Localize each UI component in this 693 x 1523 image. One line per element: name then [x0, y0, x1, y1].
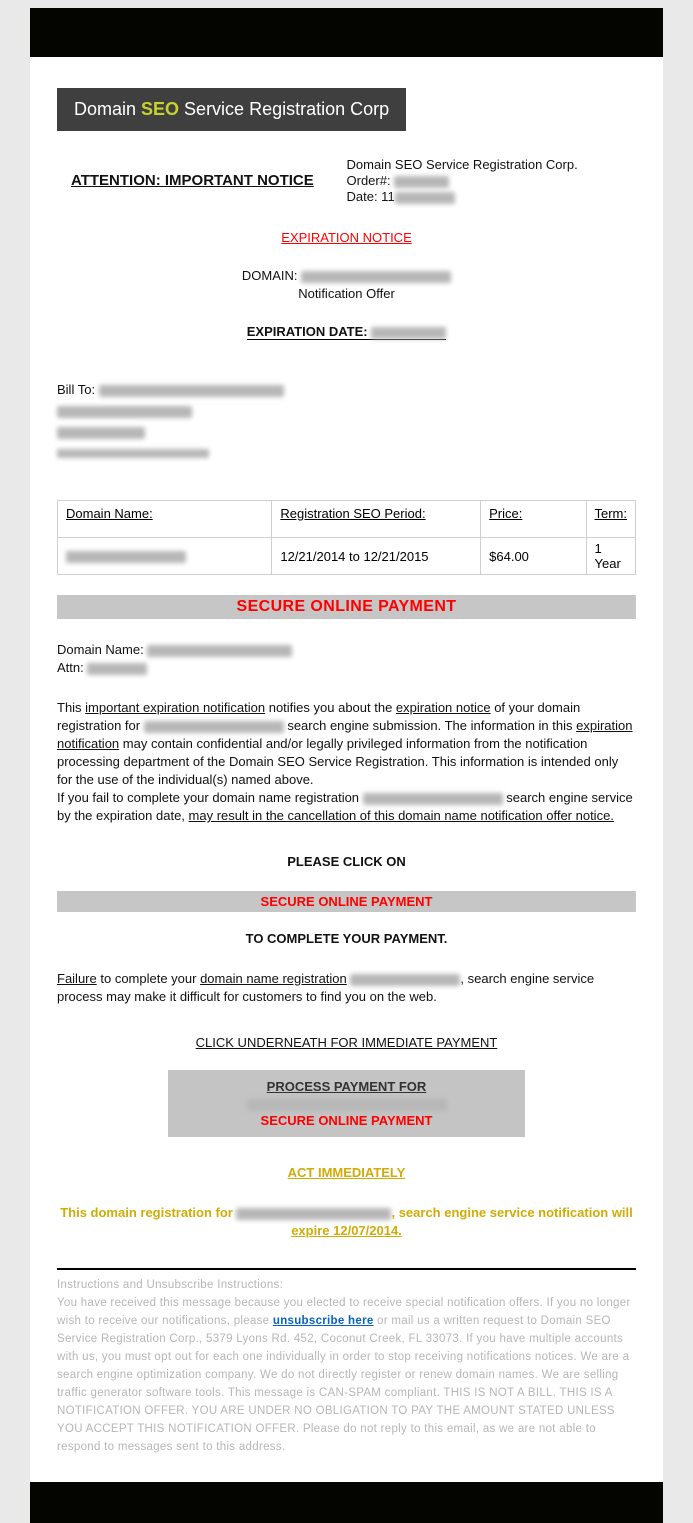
- col-header-period: [272, 501, 481, 538]
- notification-offer-label: Notification Offer: [298, 286, 395, 301]
- domain-line: [57, 267, 636, 303]
- fine-print: [57, 1276, 636, 1456]
- address-line: [57, 444, 636, 462]
- offer-table: [57, 500, 636, 575]
- redacted-text: [57, 449, 209, 458]
- underlined-text: expiration notification: [57, 718, 633, 751]
- order-label: Order#:: [346, 173, 391, 188]
- process-payment-domain: [172, 1095, 521, 1112]
- order-info-column: [347, 157, 637, 205]
- redacted-text: [394, 176, 449, 188]
- cell-period: 12/21/2014 to 12/21/2015: [272, 538, 481, 575]
- text-segment: or mail us a written request to Domain SEO Service Registration Corp., 5379 Lyons Rd. 452, Coconut Creek, FL 33073. If you have multiple accounts with us, you must opt out for each one individually in order to stop receiving notifications notices. We are a search engine optimization company. We do not directly register or renew domain names. We are selling traffic generator software tools. This message is CAN-SPAM compliant. THIS IS NOT A BILL. THIS IS A NOTIFICATION OFFER. YOU ARE UNDER NO OBLIGATION TO PAY THE AMOUNT STATED UNLESS YOU ACCEPT THIS NOTIFICATION OFFER. Please do not reply to this email, as we are not able to respond to messages sent to this address.: [57, 1315, 630, 1453]
- redacted-text: [395, 192, 455, 204]
- email-page: [30, 8, 663, 1523]
- text-segment: notifies you about the: [265, 700, 396, 715]
- domain-name-line: [57, 641, 636, 659]
- main-paragraph: [57, 699, 636, 825]
- redacted-text: [301, 271, 451, 283]
- bottom-black-bar: [30, 1482, 663, 1523]
- redacted-text: [57, 406, 192, 418]
- process-payment-label: PROCESS PAYMENT FOR: [266, 1079, 427, 1094]
- click-underneath-link[interactable]: CLICK UNDERNEATH FOR IMMEDIATE PAYMENT: [195, 1035, 498, 1050]
- redacted-text: [236, 1208, 391, 1220]
- redacted-text: [99, 385, 284, 397]
- col-header-term: [586, 501, 636, 538]
- underlined-text: expire 12/07/2014.: [291, 1223, 402, 1238]
- redacted-text: [371, 327, 446, 339]
- col-header-price: [481, 501, 586, 538]
- redacted-text: [57, 427, 145, 439]
- bill-to-line: [57, 381, 636, 399]
- cell-domain: [58, 538, 272, 575]
- text-segment: This: [57, 700, 86, 715]
- company-name: Domain SEO Service Registration Corp.: [346, 157, 578, 172]
- offer-table-header-row: [58, 501, 636, 538]
- text-segment: search engine submission. The information in this: [283, 718, 577, 733]
- notice-header-row: [57, 157, 636, 205]
- text-segment: search engine service by the expiration date,: [57, 790, 633, 823]
- expiration-date-label: EXPIRATION DATE:: [246, 324, 368, 339]
- underlined-text: domain name registration: [200, 971, 347, 986]
- brand-part1: Domain: [74, 99, 142, 119]
- text-segment: , search engine service process may make it difficult for customers to find you on the web.: [57, 971, 595, 1004]
- top-black-bar: [30, 8, 663, 57]
- attn-line: [57, 659, 636, 677]
- process-payment-box[interactable]: [168, 1070, 525, 1137]
- redacted-text: [147, 645, 292, 657]
- redacted-text: [350, 974, 460, 986]
- redacted-text: [66, 551, 186, 563]
- text-segment: to complete your: [96, 971, 201, 986]
- underlined-text: expiration notice: [395, 700, 491, 715]
- instructions-title: Instructions and Unsubscribe Instructions:: [57, 1279, 284, 1291]
- act-immediately-link[interactable]: ACT IMMEDIATELY: [287, 1165, 406, 1180]
- domain-name-label: Domain Name:: [57, 642, 144, 657]
- bill-to-label: Bill To:: [57, 382, 96, 397]
- brand-part3: Service Registration Corp: [179, 99, 390, 119]
- secure-payment-banner-1[interactable]: SECURE ONLINE PAYMENT: [57, 595, 636, 619]
- text-segment: may contain confidential and/or legally privileged information from the notification processing department of the Domain SEO Service Registration. This information is intended only for the use of the individual(s) named above.: [57, 736, 619, 787]
- email-body: [30, 57, 663, 1482]
- text-segment: of your domain registration for: [57, 700, 581, 733]
- redacted-text: [247, 1099, 447, 1111]
- redacted-text: [87, 663, 147, 675]
- unsubscribe-link[interactable]: unsubscribe here: [272, 1315, 374, 1327]
- bill-to-block: [57, 381, 636, 462]
- unsubscribe-paragraph: [57, 1294, 636, 1456]
- redacted-text: [144, 721, 284, 733]
- redacted-text: [363, 793, 503, 805]
- text-segment: You have received this message because you elected to receive special notification offers. If you no longer wish to receive our notifications, please: [57, 1297, 631, 1327]
- text-segment: , search engine service notification will: [391, 1205, 633, 1220]
- col-header-period-label: Registration SEO Period:: [280, 506, 426, 521]
- text-segment: This domain registration for: [60, 1205, 237, 1220]
- col-header-domain: [58, 501, 272, 538]
- expiry-warning: [57, 1204, 636, 1240]
- underlined-text: may result in the cancellation of this domain name notification offer notice.: [188, 808, 614, 823]
- date-label: Date: 11: [346, 189, 395, 204]
- to-complete-payment-label: TO COMPLETE YOUR PAYMENT.: [245, 931, 448, 946]
- brand-seo: SEO: [141, 99, 180, 119]
- expiration-notice-link[interactable]: EXPIRATION NOTICE: [281, 230, 412, 245]
- cell-term: 1 Year: [586, 538, 636, 575]
- address-line: [57, 423, 636, 441]
- attn-label: Attn:: [57, 660, 84, 675]
- domain-attn-block: [57, 641, 636, 677]
- expiration-notice-line: [57, 229, 636, 247]
- col-header-term-label: Term:: [594, 506, 627, 521]
- footer-divider: [57, 1268, 636, 1270]
- please-click-on-label: PLEASE CLICK ON: [287, 854, 406, 869]
- table-row: [58, 538, 636, 575]
- secure-payment-label: SECURE ONLINE PAYMENT: [260, 1113, 433, 1128]
- col-header-price-label: Price:: [489, 506, 523, 521]
- brand-header: [57, 88, 406, 131]
- cell-price: $64.00: [481, 538, 586, 575]
- col-header-domain-label: Domain Name:: [66, 506, 153, 521]
- address-line: [57, 402, 636, 420]
- expiration-date-line: [57, 323, 636, 341]
- date-line: [347, 189, 637, 205]
- attention-heading: ATTENTION: IMPORTANT NOTICE: [71, 172, 314, 189]
- attention-column: [57, 172, 347, 190]
- underlined-text: Failure: [57, 971, 97, 986]
- failure-paragraph: [57, 970, 636, 1006]
- text-segment: If you fail to complete your domain name registration: [57, 790, 363, 805]
- secure-payment-banner-2[interactable]: SECURE ONLINE PAYMENT: [57, 891, 636, 912]
- domain-label: DOMAIN:: [241, 268, 298, 283]
- order-number-line: [347, 173, 637, 189]
- underlined-text: important expiration notification: [85, 700, 266, 715]
